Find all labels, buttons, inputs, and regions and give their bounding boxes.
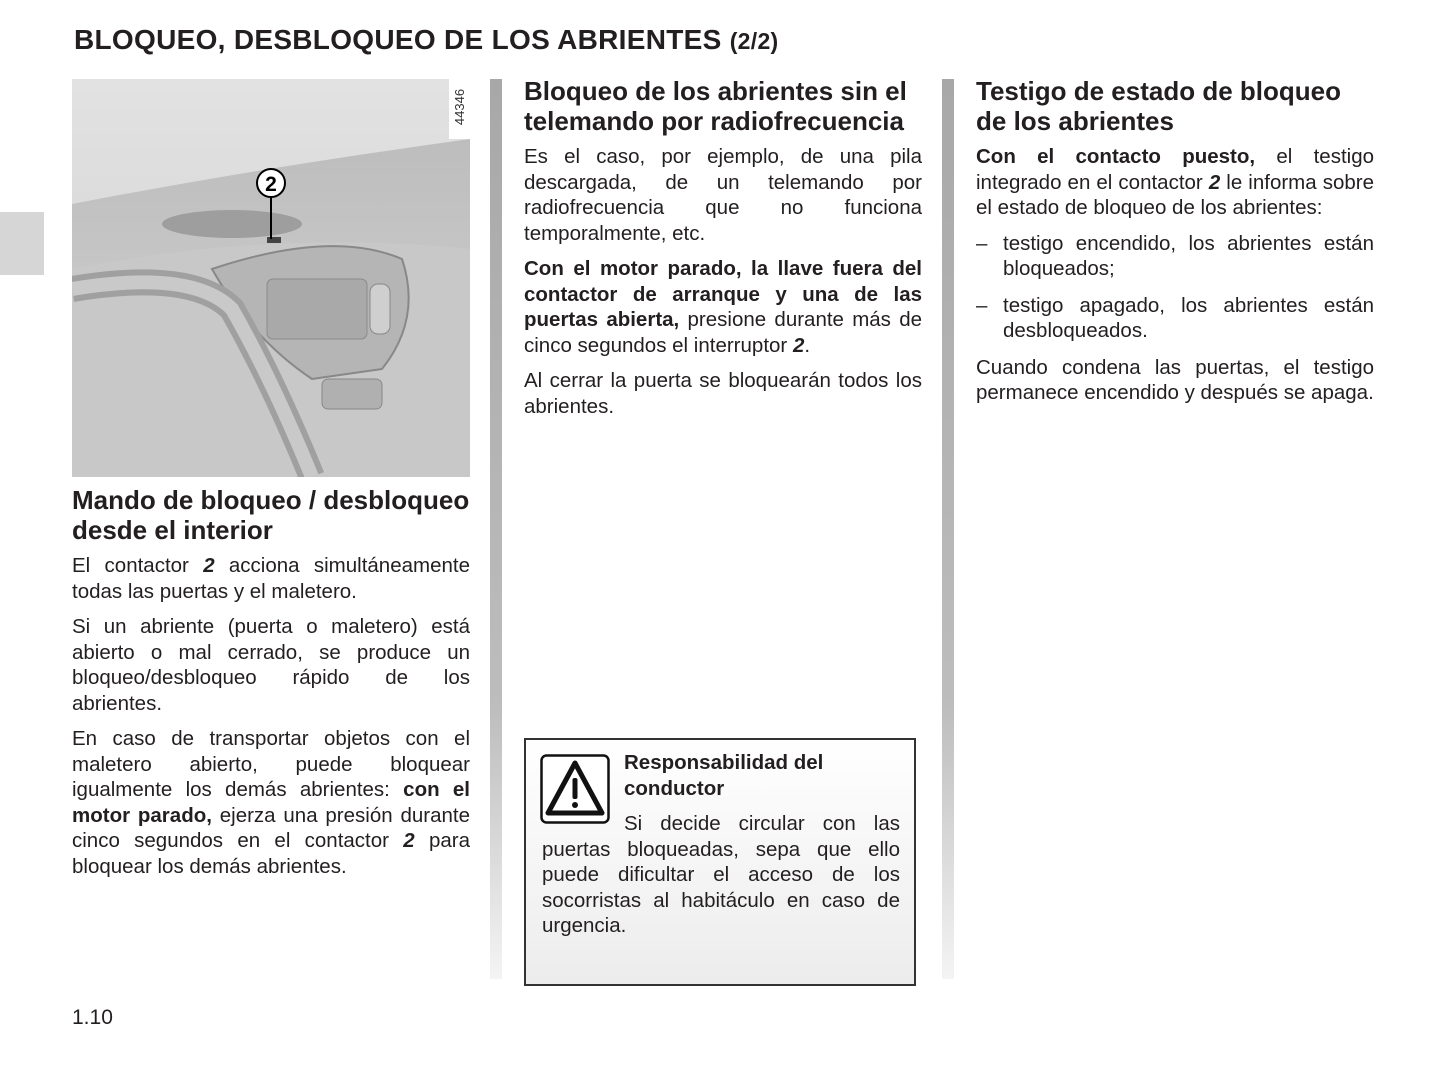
- section-body: [72, 553, 470, 879]
- figure-callout-2: 2: [265, 173, 277, 196]
- page-title: [74, 24, 779, 56]
- list-item: – testigo apagado, los abrientes están desbloqueados.: [976, 293, 1374, 344]
- closing-paragraph: Cuando condena las puertas, el testigo permanece encendido y después se apaga.: [976, 355, 1374, 404]
- column-divider: [490, 79, 502, 979]
- intro-paragraph: [976, 144, 1374, 221]
- text-run: El contactor: [72, 554, 204, 577]
- emphasis-text: Con el contacto puesto,: [976, 145, 1256, 168]
- title-part-indicator: (2/2): [729, 28, 779, 54]
- column-lock-status-indicator: [976, 76, 1374, 416]
- paragraph: [72, 614, 470, 716]
- text-run: acciona simultáneamente todas las puertas y el maletero.: [72, 554, 470, 603]
- text-run: Es el caso, por ejemplo, de una pila descargada, de un telemando por radiofrecuencia que no funciona temporalmente, etc.: [524, 145, 922, 245]
- text-run: .: [804, 333, 811, 357]
- text-run: En caso de transportar objetos con el maletero abierto, puede bloquear igualmente los demás abrientes:: [72, 727, 470, 801]
- paragraph: [72, 553, 470, 604]
- paragraph: [72, 726, 470, 879]
- callout-reference: 2: [403, 829, 415, 852]
- dashboard-photo: [72, 79, 470, 477]
- status-list: [976, 231, 1374, 344]
- emphasis-text: Con el motor parado, la llave fuera del contactor de arranque y una de las puertas abierta,: [524, 257, 922, 331]
- column-divider: [942, 79, 954, 979]
- text-run: para bloquear los demás abrientes.: [72, 829, 470, 878]
- warning-title: Responsabilidad del conductor: [624, 751, 824, 800]
- paragraph: [524, 144, 922, 246]
- emphasis-text: con el motor parado,: [72, 778, 470, 827]
- title-text: BLOQUEO, DESBLOQUEO DE LOS ABRIENTES: [74, 24, 722, 55]
- text-run: Al cerrar la puerta se bloquearán todos los abrientes.: [524, 369, 922, 418]
- text-run: le informa sobre el estado de bloqueo de los abrientes:: [976, 170, 1374, 219]
- section-tab: [0, 212, 44, 275]
- text-run: presione durante más de cinco segundos el interruptor: [524, 308, 923, 357]
- section-heading: Testigo de estado de bloqueo de los abrientes: [976, 76, 1341, 136]
- list-item: – testigo encendido, los abrientes están bloqueados;: [976, 231, 1374, 282]
- paragraph: [524, 368, 922, 419]
- section-body: [524, 144, 922, 419]
- text-run: Si un abriente (puerta o maletero) está abierto o mal cerrado, se produce un bloqueo/desbloqueo rápido de los abrientes.: [72, 615, 470, 715]
- text-run: ejerza una presión durante cinco segundos en el contactor: [72, 803, 470, 852]
- paragraph: [524, 256, 922, 358]
- section-heading: Mando de bloqueo / desbloqueo desde el interior: [72, 485, 470, 545]
- warning-triangle-icon: [540, 754, 610, 824]
- warning-text: Si decide circular con las puertas bloqueadas, sepa que ello puede dificultar el acceso de los socorristas al habitáculo en caso de urgencia.: [542, 812, 900, 937]
- callout-reference: 2: [203, 554, 215, 577]
- column-lock-without-remote: [524, 76, 922, 429]
- callout-reference: 2: [1208, 170, 1221, 194]
- text-run: el testigo integrado en el contactor: [976, 145, 1374, 194]
- section-heading: Bloqueo de los abrientes sin el telemando por radiofrecuencia: [524, 76, 907, 136]
- callout-reference: 2: [792, 333, 805, 357]
- column-interior-lock: [72, 76, 470, 889]
- figure-reference: 44346: [452, 88, 467, 126]
- page-number: 1.10: [72, 1006, 113, 1029]
- warning-box: [524, 738, 916, 986]
